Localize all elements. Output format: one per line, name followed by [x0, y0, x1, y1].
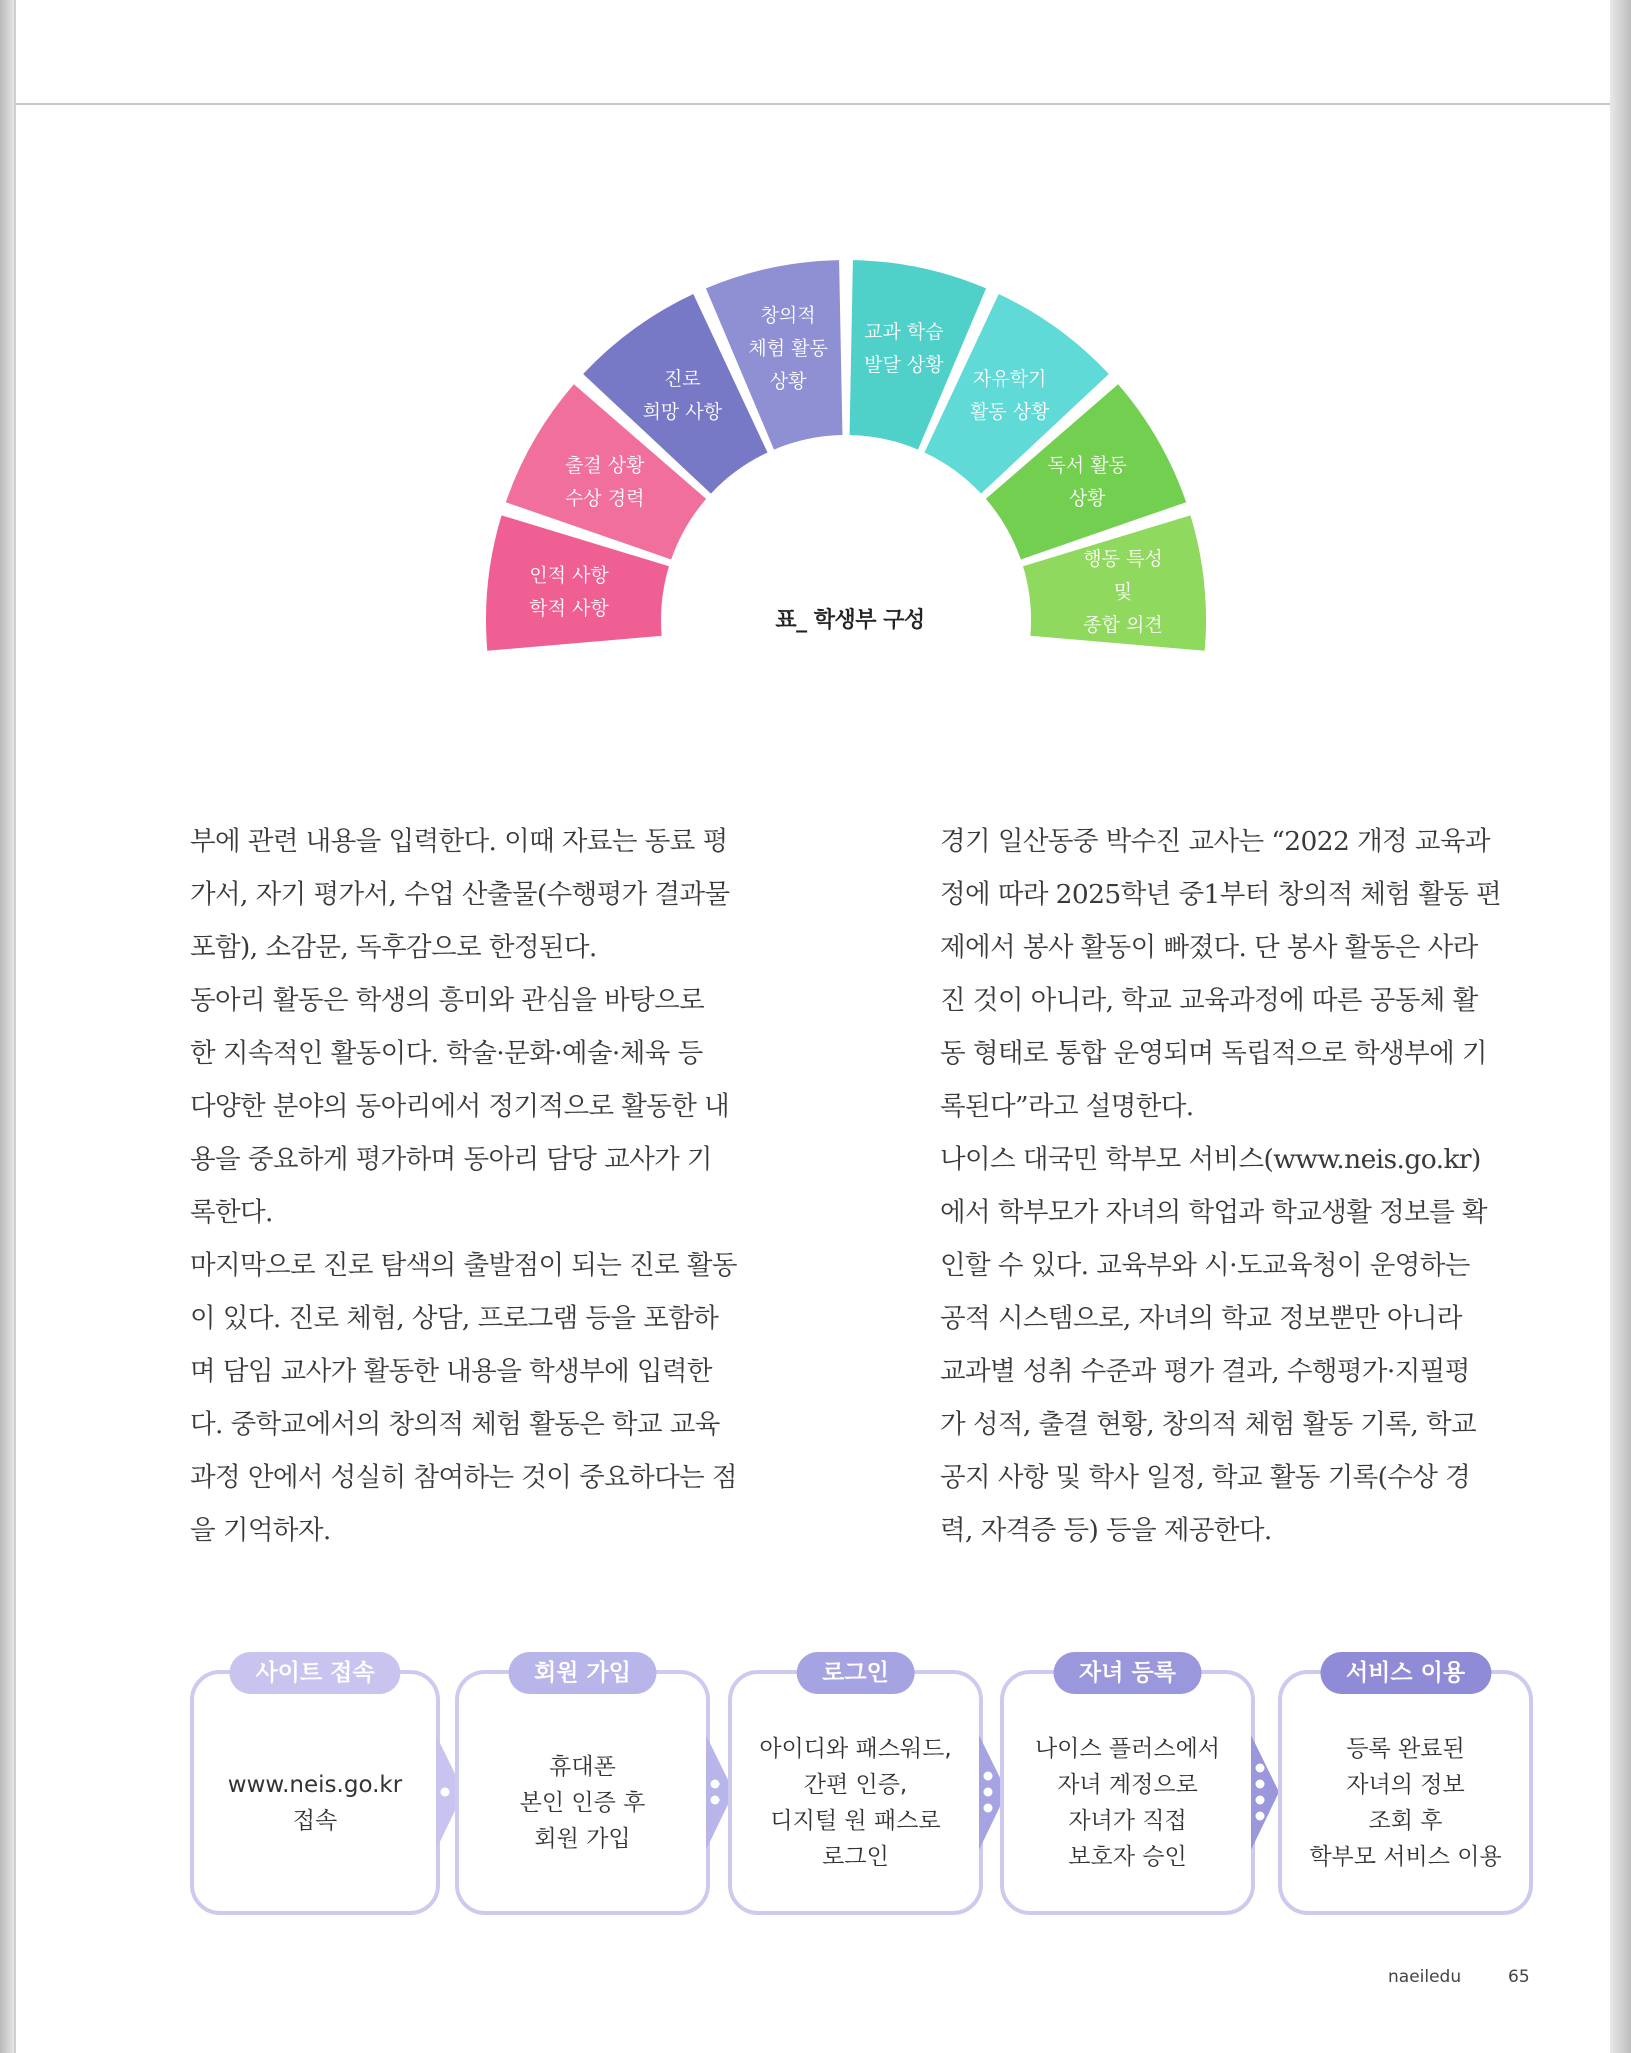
process-step-title: 서비스 이용: [1320, 1652, 1491, 1694]
article-right-line: 공지 사항 및 학사 일정, 학교 활동 기록(수상 경: [940, 1462, 1471, 1493]
wheel-segment-label-4: 창의적 체험 활동 상황: [748, 304, 828, 393]
process-step-title: 사이트 접속: [229, 1652, 400, 1694]
wheel-segment-label-8: 행동 특성 및 종합 의견: [1083, 547, 1163, 636]
article-left-line: 이 있다. 진로 체험, 상담, 프로그램 등을 포함하: [190, 1303, 719, 1334]
footer-brand: naeiledu: [1388, 1967, 1462, 1987]
article-right-line: 인할 수 있다. 교육부와 시·도교육청이 운영하는: [940, 1250, 1470, 1281]
article-right-line: 진 것이 아니라, 학교 교육과정에 따른 공동체 활: [940, 985, 1478, 1016]
article-right-line: 경기 일산동중 박수진 교사는 “2022 개정 교육과: [940, 826, 1490, 857]
article-left-line: 한 지속적인 활동이다. 학술·문화·예술·체육 등: [190, 1038, 703, 1069]
article-left-line: 을 기억하자.: [190, 1515, 331, 1546]
article-left-line: 며 담임 교사가 활동한 내용을 학생부에 입력한: [190, 1356, 712, 1387]
article-left-line: 록한다.: [190, 1197, 273, 1228]
article-right-line: 제에서 봉사 활동이 빠졌다. 단 봉사 활동은 사라: [940, 932, 1478, 963]
page-number: 65: [1508, 1967, 1530, 1987]
article-right-line: 력, 자격증 등) 등을 제공한다.: [940, 1515, 1272, 1546]
article-column-right: [940, 815, 1540, 1557]
process-step-description: 등록 완료된 자녀의 정보 조회 후 학부모 서비스 이용: [1309, 1735, 1502, 1870]
process-step-description: 나이스 플러스에서 자녀 계정으로 자녀가 직접 보호자 승인: [1034, 1735, 1221, 1870]
process-step-2: [455, 1660, 710, 1915]
wheel-segment-label-5: 교과 학습 발달 상황: [864, 321, 944, 377]
process-step-title: 자녀 등록: [1053, 1652, 1202, 1694]
process-arrow-icon: [1251, 1735, 1281, 1850]
article-left-line: 과정 안에서 성실히 참여하는 것이 중요하다는 점: [190, 1462, 737, 1493]
process-step-1: [190, 1660, 440, 1915]
article-left-line: 마지막으로 진로 탐색의 출발점이 되는 진로 활동: [190, 1250, 737, 1281]
process-step-title: 회원 가입: [508, 1652, 657, 1694]
wheel-segment-label-1: 인적 사항 학적 사항: [529, 564, 609, 620]
process-step-3: [728, 1660, 983, 1915]
article-right-line: 교과별 성취 수준과 평가 결과, 수행평가·지필평: [940, 1356, 1470, 1387]
article-left-line: 포함), 소감문, 독후감으로 한정된다.: [190, 932, 597, 963]
wheel-segment-label-3: 진로 희망 사항: [642, 368, 723, 424]
process-step-description: www.neis.go.kr 접속: [227, 1771, 403, 1834]
article-column-left: [190, 815, 790, 1557]
process-step-4: [1000, 1660, 1255, 1915]
process-step-5: [1278, 1660, 1533, 1915]
article-right-line: 나이스 대국민 학부모 서비스(www.neis.go.kr): [940, 1144, 1481, 1175]
article-right-line: 정에 따라 2025학년 중1부터 창의적 체험 활동 편: [940, 879, 1502, 910]
article-right-line: 동 형태로 통합 운영되며 독립적으로 학생부에 기: [940, 1038, 1487, 1069]
chart-caption: 표_ 학생부 구성: [775, 608, 925, 633]
article-right-line: 공적 시스템으로, 자녀의 학교 정보뿐만 아니라: [940, 1303, 1462, 1334]
process-step-description: 아이디와 패스워드, 간편 인증, 디지털 원 패스로 로그인: [759, 1735, 952, 1870]
process-step-title: 로그인: [796, 1652, 915, 1694]
wheel-segment-label-7: 독서 활동 상황: [1047, 454, 1127, 510]
process-step-description: 휴대폰 본인 인증 후 회원 가입: [519, 1753, 646, 1852]
article-left-line: 다. 중학교에서의 창의적 체험 활동은 학교 교육: [190, 1409, 720, 1440]
article-left-line: 용을 중요하게 평가하며 동아리 담당 교사가 기: [190, 1144, 712, 1175]
article-left-line: 부에 관련 내용을 입력한다. 이때 자료는 동료 평: [190, 826, 728, 857]
wheel-segment-label-2: 출결 상황 수상 경력: [565, 454, 645, 510]
article-right-line: 록된다”라고 설명한다.: [940, 1091, 1194, 1122]
article-left-line: 가서, 자기 평가서, 수업 산출물(수행평가 결과물: [190, 879, 730, 910]
article-left-line: 다양한 분야의 동아리에서 정기적으로 활동한 내: [190, 1091, 730, 1122]
article-right-line: 가 성적, 출결 현황, 창의적 체험 활동 기록, 학교: [940, 1409, 1477, 1440]
student-record-wheel-chart: [0, 0, 1631, 760]
wheel-segment-label-6: 자유학기 활동 상황: [969, 368, 1050, 424]
article-left-line: 동아리 활동은 학생의 흥미와 관심을 바탕으로: [190, 985, 705, 1016]
article-right-line: 에서 학부모가 자녀의 학업과 학교생활 정보를 확: [940, 1197, 1487, 1228]
